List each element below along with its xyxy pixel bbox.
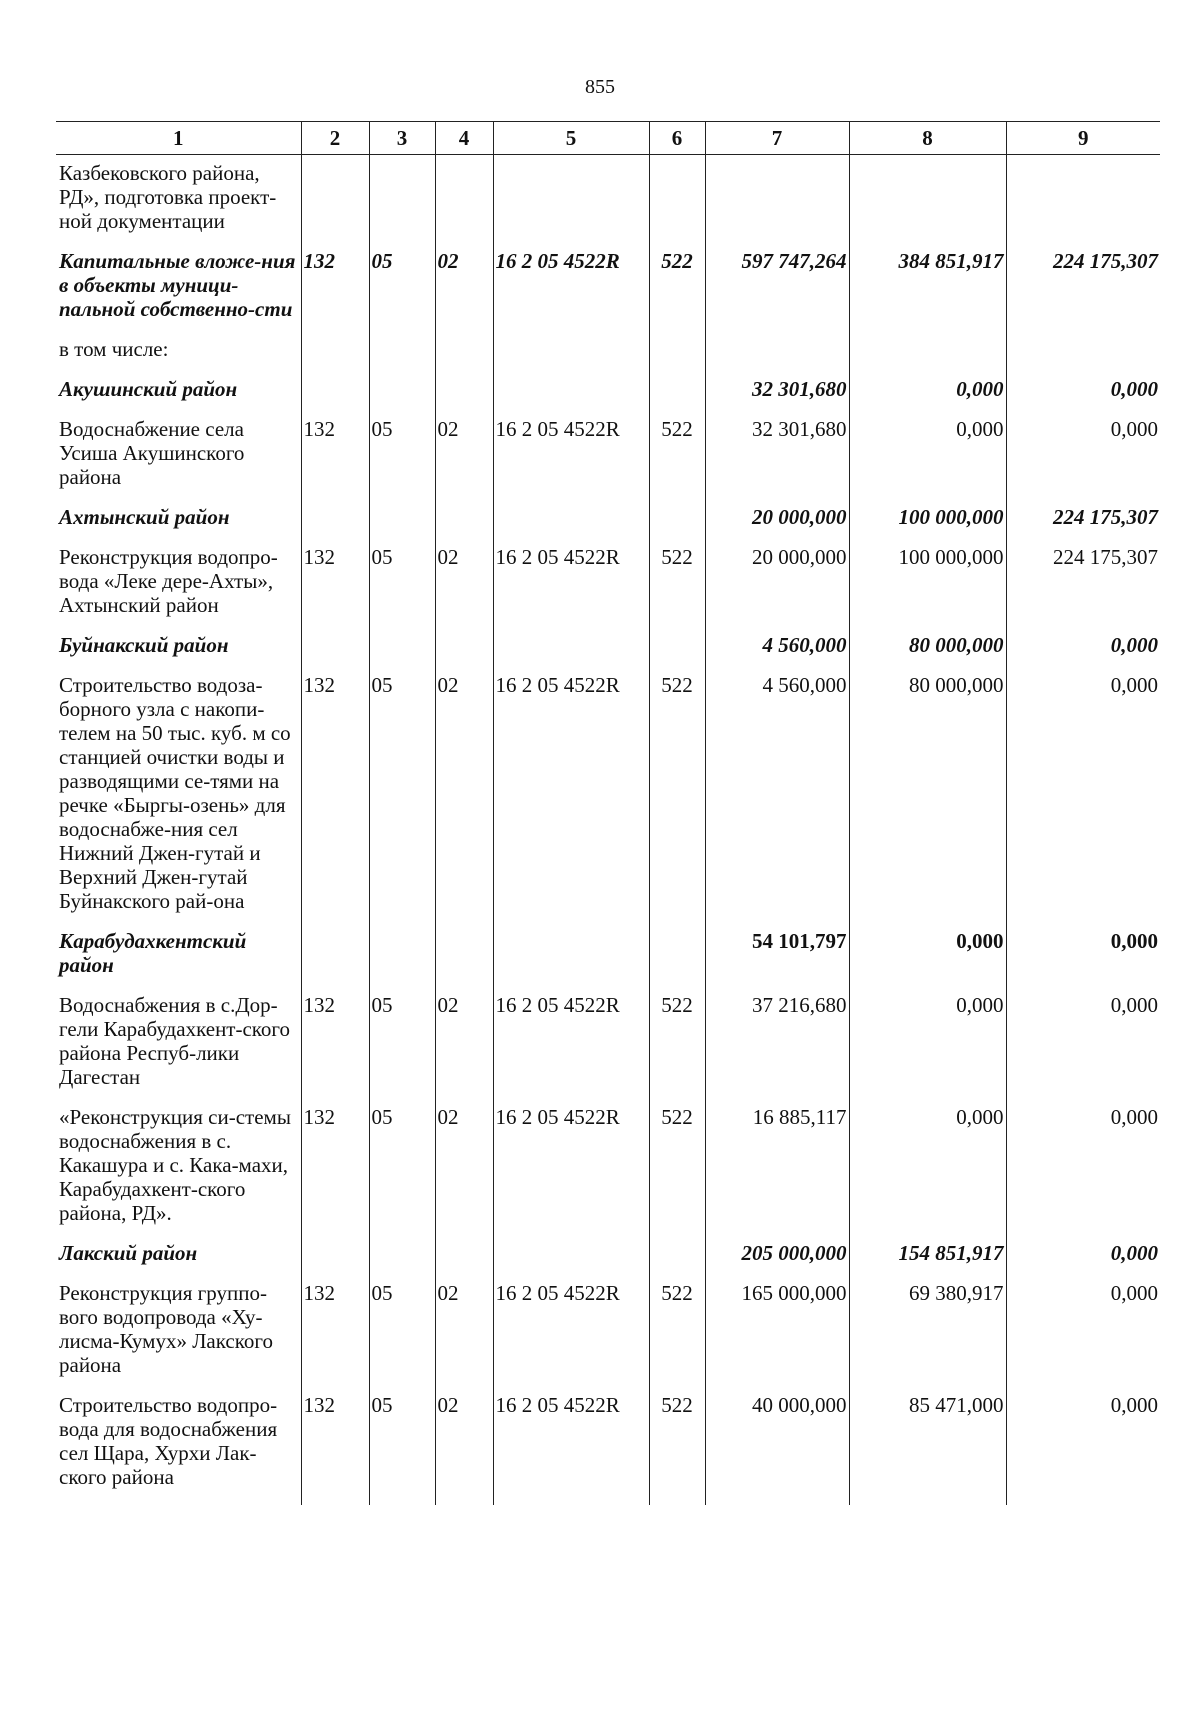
- cell-col9: [1006, 155, 1160, 250]
- cell-col7: 54 101,797: [705, 929, 849, 993]
- cell-col2: 132: [301, 417, 369, 505]
- header-cell: 2: [301, 122, 369, 155]
- header-cell: 4: [435, 122, 493, 155]
- cell-name: Акушинский район: [56, 377, 301, 417]
- header-cell: 1: [56, 122, 301, 155]
- cell-col2: [301, 633, 369, 673]
- cell-col9: 224 175,307: [1006, 249, 1160, 337]
- cell-col7: 40 000,000: [705, 1393, 849, 1505]
- cell-col6: 522: [649, 545, 705, 633]
- cell-col6: [649, 633, 705, 673]
- cell-col4: 02: [435, 993, 493, 1105]
- page-number: 855: [585, 76, 615, 98]
- cell-col3: [369, 929, 435, 993]
- header-cell: 7: [705, 122, 849, 155]
- cell-col4: [435, 337, 493, 377]
- cell-col6: [649, 1241, 705, 1281]
- cell-col2: [301, 929, 369, 993]
- cell-col4: 02: [435, 545, 493, 633]
- cell-name: Ахтынский район: [56, 505, 301, 545]
- cell-col3: [369, 377, 435, 417]
- cell-col7: [705, 337, 849, 377]
- cell-col8: 80 000,000: [849, 673, 1006, 929]
- cell-col9: 0,000: [1006, 1393, 1160, 1505]
- cell-col7: 32 301,680: [705, 377, 849, 417]
- cell-name: Строительство водоза-борного узла с накопи-телем на 50 тыс. куб. м со станцией очистки воды и разводящими се-тями на речке «Быргы-озень» для водоснабже-ния сел Нижний Джен-гутай и Верхний Джен-гутай Буйнакского рай-она: [56, 673, 301, 929]
- cell-col8: 0,000: [849, 929, 1006, 993]
- cell-col5: 16 2 05 4522R: [493, 1393, 649, 1505]
- cell-col3: [369, 633, 435, 673]
- cell-col8: 0,000: [849, 1105, 1006, 1241]
- cell-col4: 02: [435, 1281, 493, 1393]
- cell-name: Водоснабжение села Усиша Акушинского района: [56, 417, 301, 505]
- cell-col2: 132: [301, 249, 369, 337]
- table-row: [56, 377, 1160, 417]
- cell-col5: 16 2 05 4522R: [493, 417, 649, 505]
- cell-name: Реконструкция водопро-вода «Леке дере-Ахты», Ахтынский район: [56, 545, 301, 633]
- cell-col8: 100 000,000: [849, 505, 1006, 545]
- cell-col8: 0,000: [849, 377, 1006, 417]
- cell-col7: 20 000,000: [705, 505, 849, 545]
- cell-col9: 0,000: [1006, 633, 1160, 673]
- cell-col5: 16 2 05 4522R: [493, 993, 649, 1105]
- cell-col8: 100 000,000: [849, 545, 1006, 633]
- cell-col5: [493, 929, 649, 993]
- cell-name: «Реконструкция си-стемы водоснабжения в с. Какашура и с. Кака-махи, Карабудахкент-ского района, РД».: [56, 1105, 301, 1241]
- cell-col4: [435, 155, 493, 250]
- cell-col6: 522: [649, 1105, 705, 1241]
- cell-col7: 37 216,680: [705, 993, 849, 1105]
- cell-col6: [649, 505, 705, 545]
- cell-col4: 02: [435, 417, 493, 505]
- cell-col6: 522: [649, 417, 705, 505]
- header-cell: 5: [493, 122, 649, 155]
- cell-col3: 05: [369, 417, 435, 505]
- cell-col5: [493, 505, 649, 545]
- table-row: [56, 249, 1160, 337]
- cell-col3: 05: [369, 673, 435, 929]
- cell-col5: [493, 377, 649, 417]
- cell-col6: [649, 929, 705, 993]
- cell-col7: 4 560,000: [705, 633, 849, 673]
- cell-name: Карабудахкентский район: [56, 929, 301, 993]
- cell-col4: [435, 929, 493, 993]
- cell-name: Строительство водопро-вода для водоснабжения сел Щара, Хурхи Лак-ского района: [56, 1393, 301, 1505]
- cell-col8: [849, 337, 1006, 377]
- cell-col4: 02: [435, 673, 493, 929]
- cell-col2: [301, 377, 369, 417]
- table-row: [56, 1393, 1160, 1505]
- table-row: [56, 505, 1160, 545]
- cell-col3: 05: [369, 1105, 435, 1241]
- table-row: [56, 337, 1160, 377]
- cell-col5: 16 2 05 4522R: [493, 1281, 649, 1393]
- cell-col6: [649, 377, 705, 417]
- table-row: [56, 1241, 1160, 1281]
- table-row: [56, 1105, 1160, 1241]
- cell-col6: 522: [649, 673, 705, 929]
- cell-col6: [649, 155, 705, 250]
- cell-col2: 132: [301, 1281, 369, 1393]
- cell-col3: [369, 337, 435, 377]
- cell-col4: [435, 505, 493, 545]
- cell-col7: 4 560,000: [705, 673, 849, 929]
- cell-col8: 69 380,917: [849, 1281, 1006, 1393]
- cell-col5: [493, 337, 649, 377]
- cell-col4: 02: [435, 249, 493, 337]
- cell-col5: 16 2 05 4522R: [493, 1105, 649, 1241]
- cell-name: Лакский район: [56, 1241, 301, 1281]
- cell-col5: 16 2 05 4522R: [493, 673, 649, 929]
- cell-col8: 384 851,917: [849, 249, 1006, 337]
- cell-col3: [369, 505, 435, 545]
- cell-col3: 05: [369, 1393, 435, 1505]
- cell-col7: 597 747,264: [705, 249, 849, 337]
- cell-col2: 132: [301, 993, 369, 1105]
- cell-col4: [435, 377, 493, 417]
- table-row: [56, 545, 1160, 633]
- cell-col6: [649, 337, 705, 377]
- cell-col9: 0,000: [1006, 929, 1160, 993]
- cell-name: Казбековского района, РД», подготовка проект-ной документации: [56, 155, 301, 250]
- header-cell: 9: [1006, 122, 1160, 155]
- cell-col3: 05: [369, 249, 435, 337]
- cell-col7: [705, 155, 849, 250]
- header-cell: 6: [649, 122, 705, 155]
- cell-name: в том числе:: [56, 337, 301, 377]
- cell-col2: 132: [301, 1105, 369, 1241]
- cell-col2: [301, 505, 369, 545]
- cell-col8: [849, 155, 1006, 250]
- cell-col4: [435, 633, 493, 673]
- table-row: [56, 993, 1160, 1105]
- cell-col2: [301, 1241, 369, 1281]
- table-row: [56, 417, 1160, 505]
- cell-col8: 85 471,000: [849, 1393, 1006, 1505]
- cell-col2: 132: [301, 1393, 369, 1505]
- cell-col8: 0,000: [849, 417, 1006, 505]
- cell-col9: 0,000: [1006, 993, 1160, 1105]
- cell-col8: 154 851,917: [849, 1241, 1006, 1281]
- cell-col3: 05: [369, 545, 435, 633]
- cell-col4: 02: [435, 1105, 493, 1241]
- cell-col9: 0,000: [1006, 1281, 1160, 1393]
- cell-col3: [369, 1241, 435, 1281]
- cell-col3: 05: [369, 993, 435, 1105]
- cell-name: Реконструкция группо-вого водопровода «Ху-лисма-Кумух» Лакского района: [56, 1281, 301, 1393]
- cell-col5: [493, 633, 649, 673]
- cell-col8: 80 000,000: [849, 633, 1006, 673]
- cell-col7: 16 885,117: [705, 1105, 849, 1241]
- cell-col9: [1006, 337, 1160, 377]
- cell-name: Капитальные вложе-ния в объекты муници-пальной собственно-сти: [56, 249, 301, 337]
- table-row: [56, 929, 1160, 993]
- cell-col8: 0,000: [849, 993, 1006, 1105]
- cell-col9: 224 175,307: [1006, 545, 1160, 633]
- cell-col9: 224 175,307: [1006, 505, 1160, 545]
- cell-col2: 132: [301, 545, 369, 633]
- cell-col5: 16 2 05 4522R: [493, 249, 649, 337]
- cell-col9: 0,000: [1006, 377, 1160, 417]
- cell-col6: 522: [649, 249, 705, 337]
- table-row: [56, 673, 1160, 929]
- cell-col7: 32 301,680: [705, 417, 849, 505]
- table-row: [56, 155, 1160, 250]
- header-cell: 3: [369, 122, 435, 155]
- cell-col5: [493, 1241, 649, 1281]
- cell-col7: 20 000,000: [705, 545, 849, 633]
- cell-col2: [301, 337, 369, 377]
- header-row: [56, 122, 1160, 155]
- cell-col2: [301, 155, 369, 250]
- cell-col4: 02: [435, 1393, 493, 1505]
- cell-col5: 16 2 05 4522R: [493, 545, 649, 633]
- cell-col9: 0,000: [1006, 673, 1160, 929]
- cell-col7: 165 000,000: [705, 1281, 849, 1393]
- cell-col4: [435, 1241, 493, 1281]
- cell-col6: 522: [649, 1393, 705, 1505]
- cell-name: Буйнакский район: [56, 633, 301, 673]
- cell-col9: 0,000: [1006, 417, 1160, 505]
- table-row: [56, 1281, 1160, 1393]
- cell-col3: [369, 155, 435, 250]
- cell-col7: 205 000,000: [705, 1241, 849, 1281]
- cell-col9: 0,000: [1006, 1105, 1160, 1241]
- cell-col3: 05: [369, 1281, 435, 1393]
- cell-col6: 522: [649, 993, 705, 1105]
- table-row: [56, 633, 1160, 673]
- cell-col2: 132: [301, 673, 369, 929]
- cell-name: Водоснабжения в с.Дор-гели Карабудахкент-ского района Респуб-лики Дагестан: [56, 993, 301, 1105]
- budget-table: [56, 121, 1160, 1505]
- cell-col5: [493, 155, 649, 250]
- cell-col6: 522: [649, 1281, 705, 1393]
- header-cell: 8: [849, 122, 1006, 155]
- cell-col9: 0,000: [1006, 1241, 1160, 1281]
